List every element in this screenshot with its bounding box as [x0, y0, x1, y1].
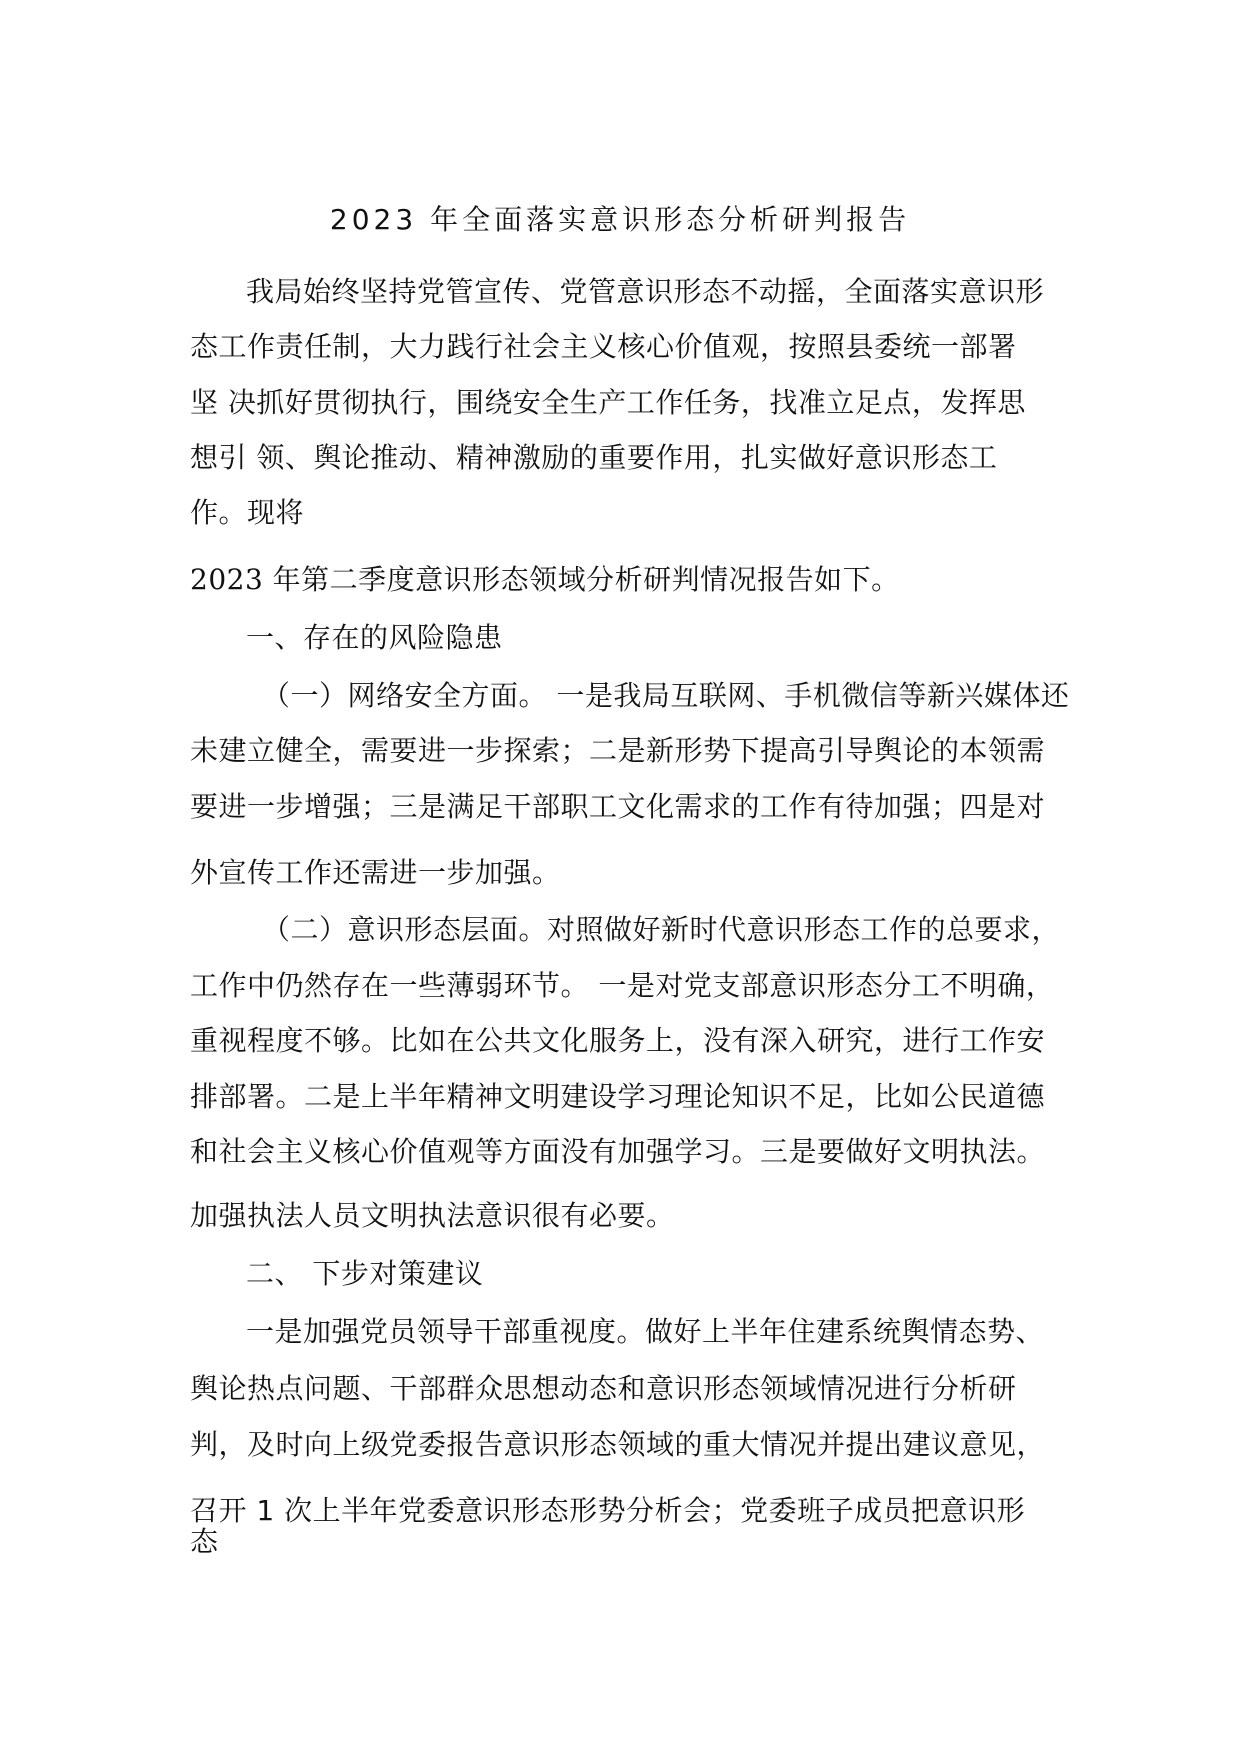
paragraph-line: 排部署。二是上半年精神文明建设学习理论知识不足，比如公民道德	[190, 1080, 1046, 1113]
paragraph-line: 外宣传工作还需进一步加强。	[190, 856, 561, 889]
paragraph-line: 想引 领、舆论推动、精神激励的重要作用，扎实做好意识形态工	[190, 441, 998, 474]
paragraph-line: 工作中仍然存在一些薄弱环节。 一是对党支部意识形态分工不明确，	[190, 969, 1055, 1002]
subsection-line: （二）意识形态层面。对照做好新时代意识形态工作的总要求，	[262, 913, 1061, 946]
paragraph-line: 加强执法人员文明执法意识很有必要。	[190, 1199, 675, 1232]
paragraph-line: 态	[190, 1525, 219, 1558]
paragraph-line: 未建立健全，需要进一步探索；二是新形势下提高引导舆论的本领需	[190, 734, 1046, 767]
paragraph-line: 和社会主义核心价值观等方面没有加强学习。三是要做好文明执法。	[190, 1135, 1046, 1168]
document-title: 2023 年全面落实意识形态分析研判报告	[329, 203, 911, 236]
paragraph-line: 要进一步增强；三是满足干部职工文化需求的工作有待加强；四是对	[190, 790, 1046, 823]
subsection-line: （一）网络安全方面。 一是我局互联网、手机微信等新兴媒体还	[262, 679, 1070, 712]
section-heading: 二、 下步对策建议	[246, 1257, 484, 1290]
section-heading: 一、存在的风险隐患	[246, 621, 503, 654]
paragraph-line: 舆论热点问题、干部群众思想动态和意识形态领域情况进行分析研	[190, 1372, 1017, 1405]
paragraph-line: 坚 决抓好贯彻执行，围绕安全生产工作任务，找准立足点，发挥思	[190, 386, 1026, 419]
paragraph-line: 2023 年第二季度意识形态领域分析研判情况报告如下。	[190, 563, 900, 596]
paragraph-line: 判，及时向上级党委报告意识形态领域的重大情况并提出建议意见，	[190, 1428, 1046, 1461]
paragraph-line: 召开 1 次上半年党委意识形态形势分析会；党委班子成员把意识形	[190, 1494, 1026, 1527]
paragraph-line: 一是加强党员领导干部重视度。做好上半年住建系统舆情态势、	[246, 1315, 1045, 1348]
paragraph-line: 重视程度不够。比如在公共文化服务上，没有深入研究，进行工作安	[190, 1024, 1046, 1057]
paragraph-line: 我局始终坚持党管宣传、党管意识形态不动摇，全面落实意识形	[246, 275, 1045, 308]
paragraph-line: 态工作责任制，大力践行社会主义核心价值观，按照县委统一部署	[190, 330, 1017, 363]
paragraph-line: 作。现将	[190, 496, 305, 529]
